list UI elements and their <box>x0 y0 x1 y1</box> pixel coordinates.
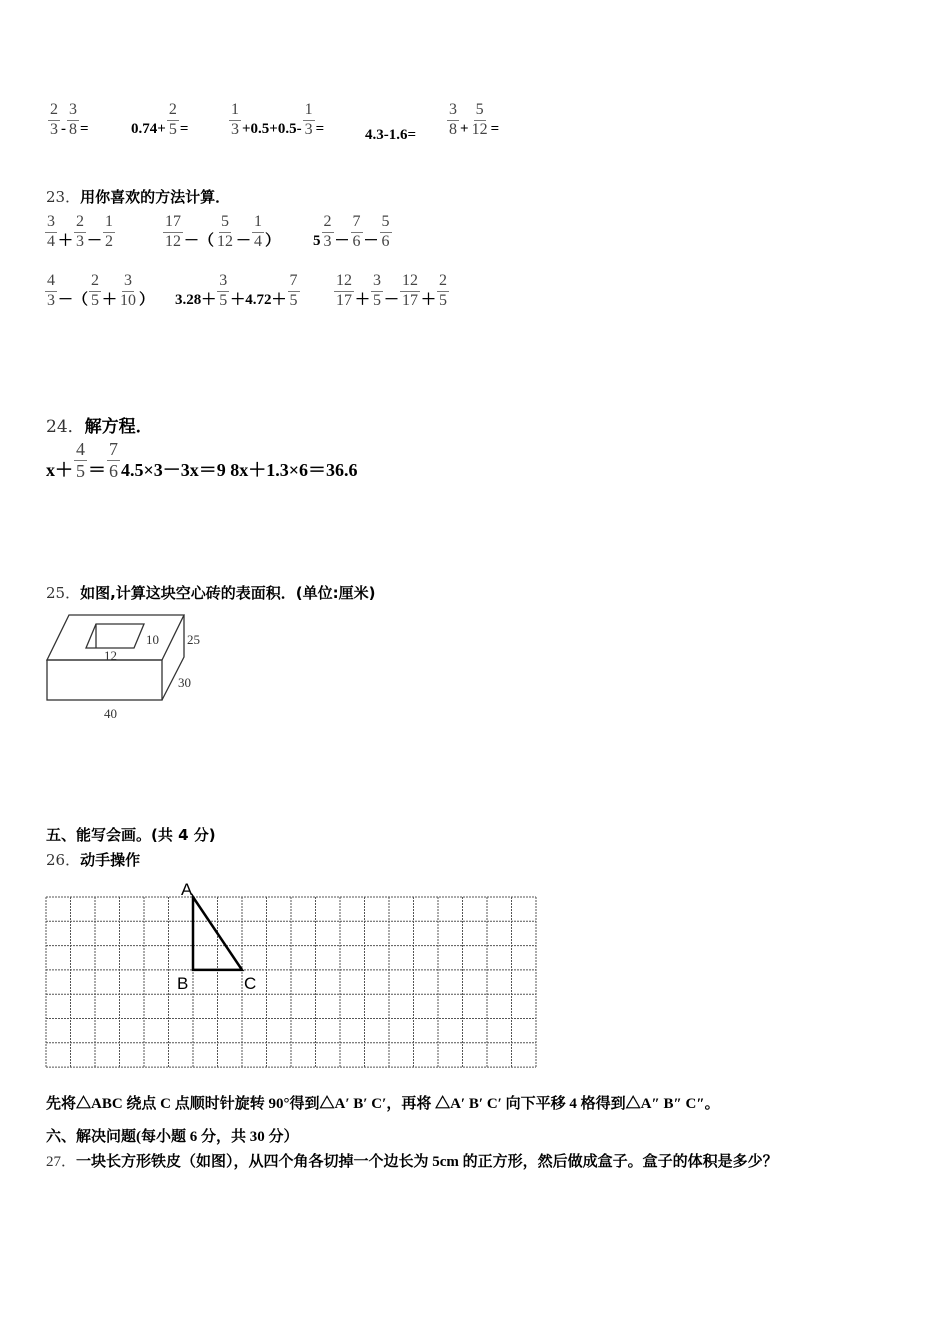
denominator: 4 <box>47 232 55 250</box>
fraction <box>380 214 392 251</box>
numerator: 3 <box>122 273 134 292</box>
fraction <box>89 273 101 310</box>
fraction <box>48 102 60 139</box>
denominator: 12 <box>471 120 488 138</box>
numerator: 7 <box>109 439 118 459</box>
question-number: 26． <box>46 851 81 869</box>
expression-text: ） <box>265 232 281 249</box>
math-expression <box>228 102 324 139</box>
numerator: 5 <box>474 102 486 121</box>
expression-text: + <box>460 120 469 137</box>
square-grid <box>40 872 550 1077</box>
fraction <box>74 214 86 251</box>
fraction <box>447 102 459 139</box>
question-title: 用你喜欢的方法计算． <box>80 188 231 206</box>
expression-text: - <box>61 120 66 137</box>
denominator: 12 <box>217 232 234 250</box>
numerator: 3 <box>447 102 459 121</box>
denominator: 3 <box>76 232 85 250</box>
fraction <box>217 273 229 310</box>
question-number: 25． <box>46 584 81 602</box>
fraction <box>167 102 179 139</box>
label-length: 40 <box>104 706 117 721</box>
fraction <box>400 273 420 310</box>
numerator: 1 <box>229 102 241 121</box>
question-body: 一块长方形铁皮（如图），从四个角各切掉一个边长为 5cm 的正方形，然后做成盒子。盒子的体积是多少？ <box>76 1154 778 1170</box>
denominator: 10 <box>120 291 137 309</box>
denominator: 17 <box>336 291 352 309</box>
fraction <box>118 273 138 310</box>
numerator: 2 <box>74 214 86 233</box>
question-title: 如图,计算这块空心砖的表面积．(单位:厘米) <box>80 584 376 602</box>
q25-heading <box>46 582 376 603</box>
fraction <box>67 102 79 139</box>
expression-text: －（ <box>58 291 89 308</box>
expression-text: 0.74+ <box>131 120 166 137</box>
math-expression <box>46 440 358 481</box>
fraction <box>45 273 57 310</box>
denominator: 5 <box>76 460 85 481</box>
numerator: 2 <box>48 102 60 121</box>
denominator: 8 <box>69 120 77 138</box>
q26-instruction: 先将△ABC 绕点 C 点顺时针旋转 90°得到△A′ B′ C′，再将 △A′ B′ C′ 向下平移 4 格得到△A″ B″ C″。 <box>46 1096 720 1112</box>
denominator: 3 <box>323 232 332 250</box>
expression-text: － <box>363 232 379 249</box>
expression-text: － <box>236 232 252 249</box>
expression-text: 5 <box>313 232 321 249</box>
numerator: 17 <box>163 214 183 233</box>
numerator: 2 <box>167 102 179 121</box>
fraction <box>371 273 383 310</box>
fraction <box>437 273 449 310</box>
fraction <box>45 214 57 251</box>
q23-heading <box>46 186 230 207</box>
question-number: 27． <box>46 1154 77 1170</box>
denominator: 3 <box>47 291 55 309</box>
numerator: 4 <box>45 273 57 292</box>
denominator: 5 <box>289 291 298 309</box>
denominator: 5 <box>439 291 448 309</box>
numerator: 1 <box>252 214 264 233</box>
math-expression <box>175 273 301 310</box>
numerator: 3 <box>67 102 79 121</box>
expression-text: 4.5×3－3x＝9 8x＋1.3×6＝36.6 <box>121 459 358 480</box>
expression-text: = <box>490 120 500 137</box>
expression-text: +0.5+0.5- <box>242 120 302 137</box>
expression-text: ＋ <box>102 291 118 308</box>
expression-text: 4.3-1.6= <box>365 127 417 143</box>
numerator: 5 <box>380 214 392 233</box>
expression-text: ＋4.72＋ <box>230 291 287 308</box>
fraction <box>334 273 354 310</box>
fraction <box>470 102 490 139</box>
label-height: 25 <box>187 632 200 647</box>
question-number: 24． <box>46 417 85 437</box>
expression-text: = <box>315 120 325 137</box>
denominator: 5 <box>168 120 177 138</box>
denominator: 2 <box>105 232 114 250</box>
fraction <box>288 273 300 310</box>
math-expression <box>131 102 188 139</box>
expression-text: ＋ <box>421 291 437 308</box>
numerator: 1 <box>303 102 315 121</box>
fraction <box>107 440 120 481</box>
math-expression <box>365 128 416 145</box>
question-title: 解方程． <box>84 417 153 437</box>
label-hole-depth: 10 <box>146 632 159 647</box>
expression-text: ） <box>139 291 155 308</box>
expression-text: ＋ <box>355 291 371 308</box>
numerator: 4 <box>76 439 85 459</box>
numerator: 7 <box>351 214 363 233</box>
expression-text: ＋ <box>58 232 74 249</box>
expression-text: = <box>179 120 189 137</box>
denominator: 3 <box>304 120 313 138</box>
denominator: 12 <box>165 232 181 250</box>
point-label-b: B <box>177 973 189 993</box>
fraction <box>103 214 115 251</box>
math-expression <box>47 102 89 139</box>
expression-text: x＋ <box>46 459 73 480</box>
section-6-heading: 六、解决问题(每小题 6 分，共 30 分） <box>46 1129 299 1145</box>
math-expression <box>313 214 393 251</box>
numerator: 3 <box>217 273 229 292</box>
denominator: 5 <box>91 291 100 309</box>
numerator: 2 <box>322 214 334 233</box>
fraction <box>303 102 315 139</box>
denominator: 6 <box>352 232 361 250</box>
denominator: 5 <box>219 291 228 309</box>
question-number: 23． <box>46 188 81 206</box>
math-expression <box>333 273 450 310</box>
denominator: 3 <box>50 120 58 138</box>
numerator: 12 <box>400 273 420 292</box>
expression-text: ＝ <box>88 459 106 480</box>
point-label-c: C <box>244 973 257 993</box>
q26-heading <box>46 849 140 870</box>
expression-text: － <box>87 232 103 249</box>
numerator: 7 <box>288 273 300 292</box>
math-expression <box>44 214 116 251</box>
expression-text: = <box>80 120 89 137</box>
fraction <box>252 214 264 251</box>
label-depth: 30 <box>178 675 191 690</box>
denominator: 5 <box>373 291 382 309</box>
label-hole-width: 12 <box>104 648 117 663</box>
math-expression <box>162 214 280 251</box>
numerator: 3 <box>45 214 57 233</box>
numerator: 2 <box>89 273 101 292</box>
fraction <box>351 214 363 251</box>
numerator: 1 <box>103 214 115 233</box>
hollow-brick-figure <box>44 612 214 724</box>
fraction <box>322 214 334 251</box>
question-title: 动手操作 <box>80 851 141 869</box>
point-label-a: A <box>181 880 193 899</box>
section-5-heading: 五、能写会画。(共 4 分) <box>46 826 216 844</box>
numerator: 2 <box>437 273 449 292</box>
numerator: 12 <box>334 273 354 292</box>
denominator: 17 <box>402 291 419 309</box>
q24-heading <box>46 412 153 437</box>
denominator: 4 <box>254 232 263 250</box>
denominator: 3 <box>231 120 239 138</box>
fraction <box>215 214 235 251</box>
expression-text: － <box>334 232 350 249</box>
math-expression <box>446 102 499 139</box>
denominator: 8 <box>449 120 457 138</box>
denominator: 6 <box>381 232 390 250</box>
denominator: 6 <box>109 460 118 481</box>
expression-text: 3.28＋ <box>175 291 217 308</box>
fraction <box>229 102 241 139</box>
expression-text: － <box>384 291 400 308</box>
numerator: 5 <box>219 214 231 233</box>
fraction <box>163 214 183 251</box>
fraction <box>74 440 87 481</box>
q27-text <box>46 1150 778 1171</box>
expression-text: －（ <box>184 232 215 249</box>
math-expression <box>44 273 154 310</box>
numerator: 3 <box>371 273 383 292</box>
